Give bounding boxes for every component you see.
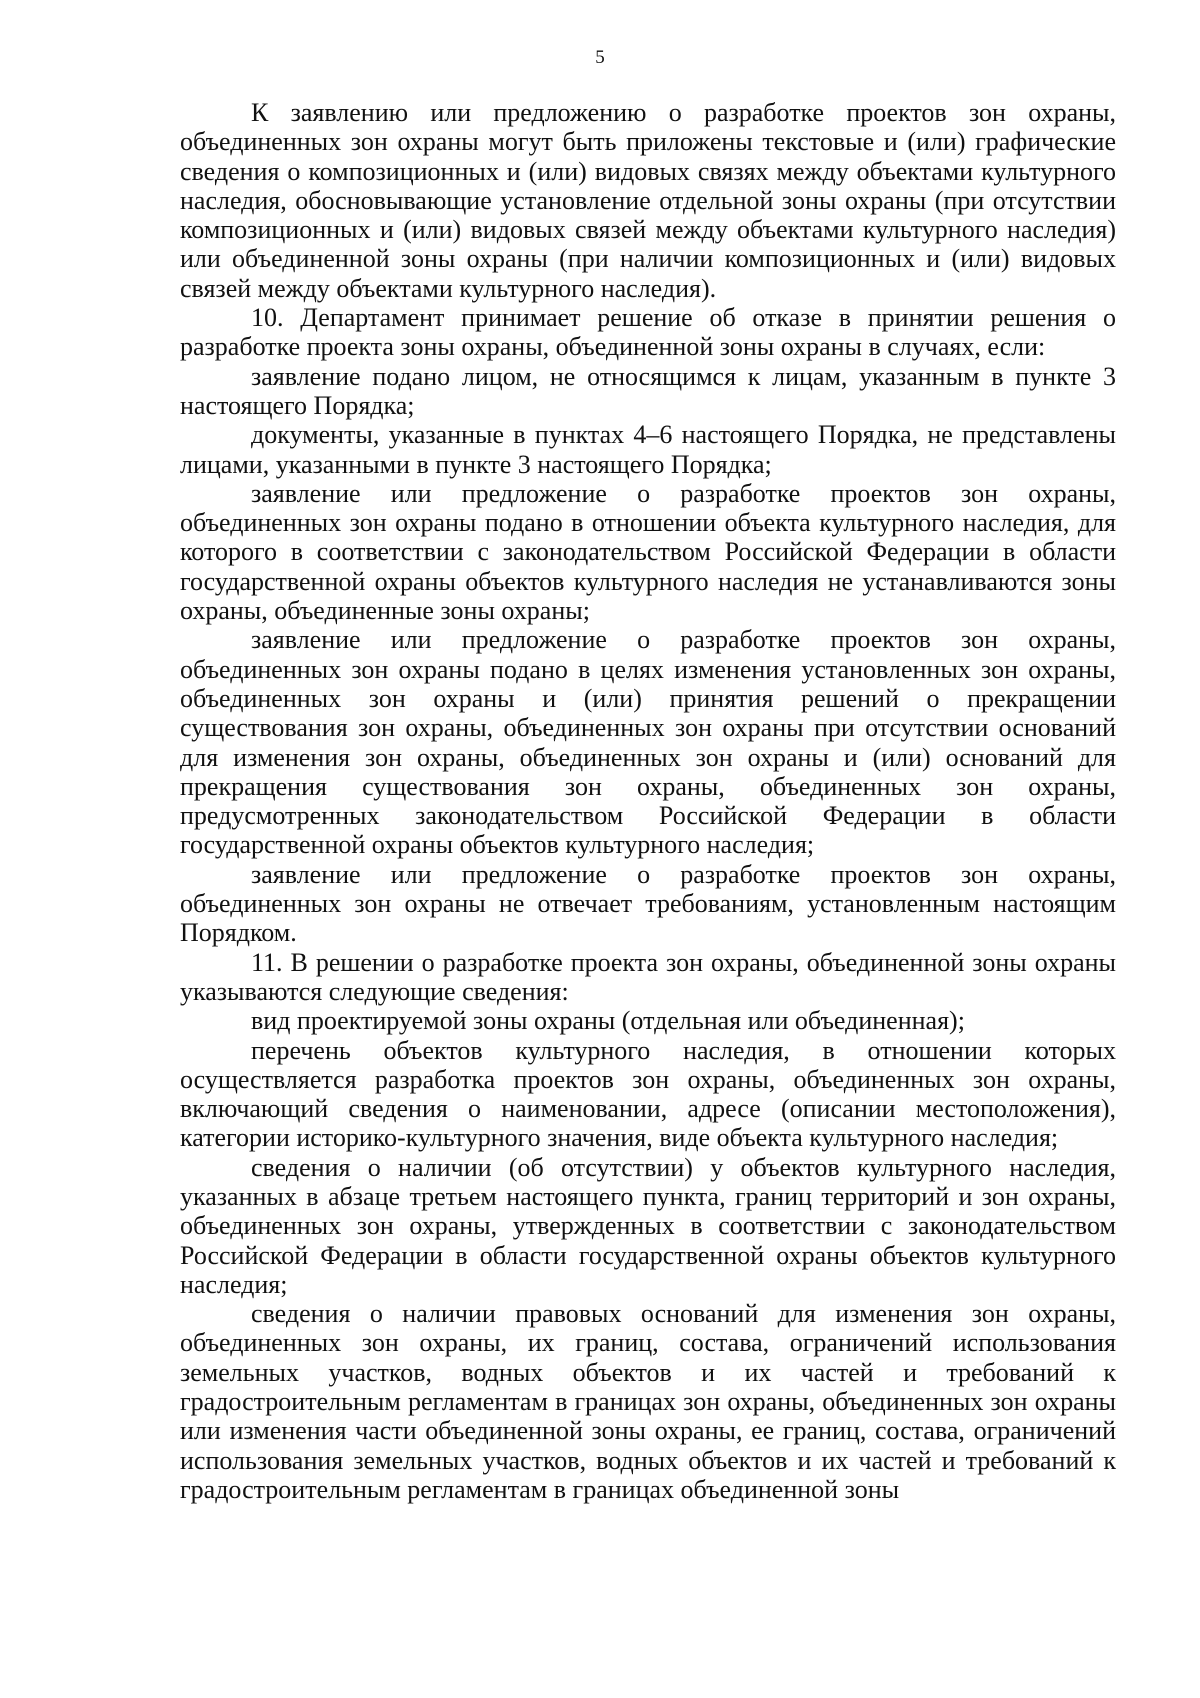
- paragraph-decision-item-1: вид проектируемой зоны охраны (отдельная или объединенная);: [251, 1006, 965, 1036]
- paragraph-decision-item-3: сведения о наличии (об отсутствии) у объектов культурного наследия, указанных в абзаце третьем настоящего пункта, границ территорий и зон охраны, объединенных зон охраны, утвержденных в соответствии с законодательством Российской Федерации в области государственной охраны объектов культурного наследия;: [180, 1152, 1116, 1299]
- paragraph-clause-11: 11. В решении о разработке проекта зон охраны, объединенной зоны охраны указываются следующие сведения:: [180, 947, 1116, 1006]
- paragraph-refusal-reason-4: заявление или предложение о разработке проектов зон охраны, объединенных зон охраны подано в целях изменения установленных зон охраны, объединенных зон охраны и (или) принятия решений о прекращении существования зон охраны, объединенных зон охраны при отсутствии оснований для изменения зон охраны, объединенных зон охраны и (или) оснований для прекращения существования зон охраны, объединенных зон охраны, предусмотренных законодательством Российской Федерации в области государственной охраны объектов культурного наследия;: [180, 625, 1116, 860]
- paragraph-decision-item-4: сведения о наличии правовых оснований для изменения зон охраны, объединенных зон охраны, их границ, состава, ограничений использования земельных участков, водных объектов и их частей и требований к градостроительным регламентам в границах зон охраны, объединенных зон охраны или изменения части объединенной зоны охраны, ее границ, состава, ограничений использования земельных участков, водных объектов и их частей и требований к градостроительным регламентам в границах объединенной зоны: [180, 1299, 1116, 1504]
- document-body: [180, 98, 1116, 1504]
- paragraph-refusal-reason-1: заявление подано лицом, не относящимся к лицам, указанным в пункте 3 настоящего Порядка;: [180, 361, 1116, 420]
- paragraph-refusal-reason-2: документы, указанные в пунктах 4–6 настоящего Порядка, не представлены лицами, указанными в пункте 3 настоящего Порядка;: [180, 420, 1116, 479]
- paragraph-decision-item-2: перечень объектов культурного наследия, в отношении которых осуществляется разработка проектов зон охраны, объединенных зон охраны, включающий сведения о наименовании, адресе (описании местоположения), категории историко-культурного значения, виде объекта культурного наследия;: [180, 1035, 1116, 1153]
- page-number: 5: [595, 47, 605, 68]
- paragraph-clause-10: 10. Департамент принимает решение об отказе в принятии решения о разработке проекта зоны охраны, объединенной зоны охраны в случаях, если:: [180, 303, 1116, 362]
- paragraph-refusal-reason-3: заявление или предложение о разработке проектов зон охраны, объединенных зон охраны подано в отношении объекта культурного наследия, для которого в соответствии с законодательством Российской Федерации в области государственной охраны объектов культурного наследия не устанавливаются зоны охраны, объединенные зоны охраны;: [180, 478, 1116, 626]
- paragraph-attachments: К заявлению или предложению о разработке проектов зон охраны, объединенных зон охраны могут быть приложены текстовые и (или) графические сведения о композиционных и (или) видовых связях между объектами культурного наследия, обосновывающие установление отдельной зоны охраны (при отсутствии композиционных и (или) видовых связей между объектами культурного наследия) или объединенной зоны охраны (при наличии композиционных и (или) видовых связей между объектами культурного наследия).: [180, 98, 1116, 303]
- paragraph-refusal-reason-5: заявление или предложение о разработке проектов зон охраны, объединенных зон охраны не отвечает требованиям, установленным настоящим Порядком.: [180, 859, 1116, 948]
